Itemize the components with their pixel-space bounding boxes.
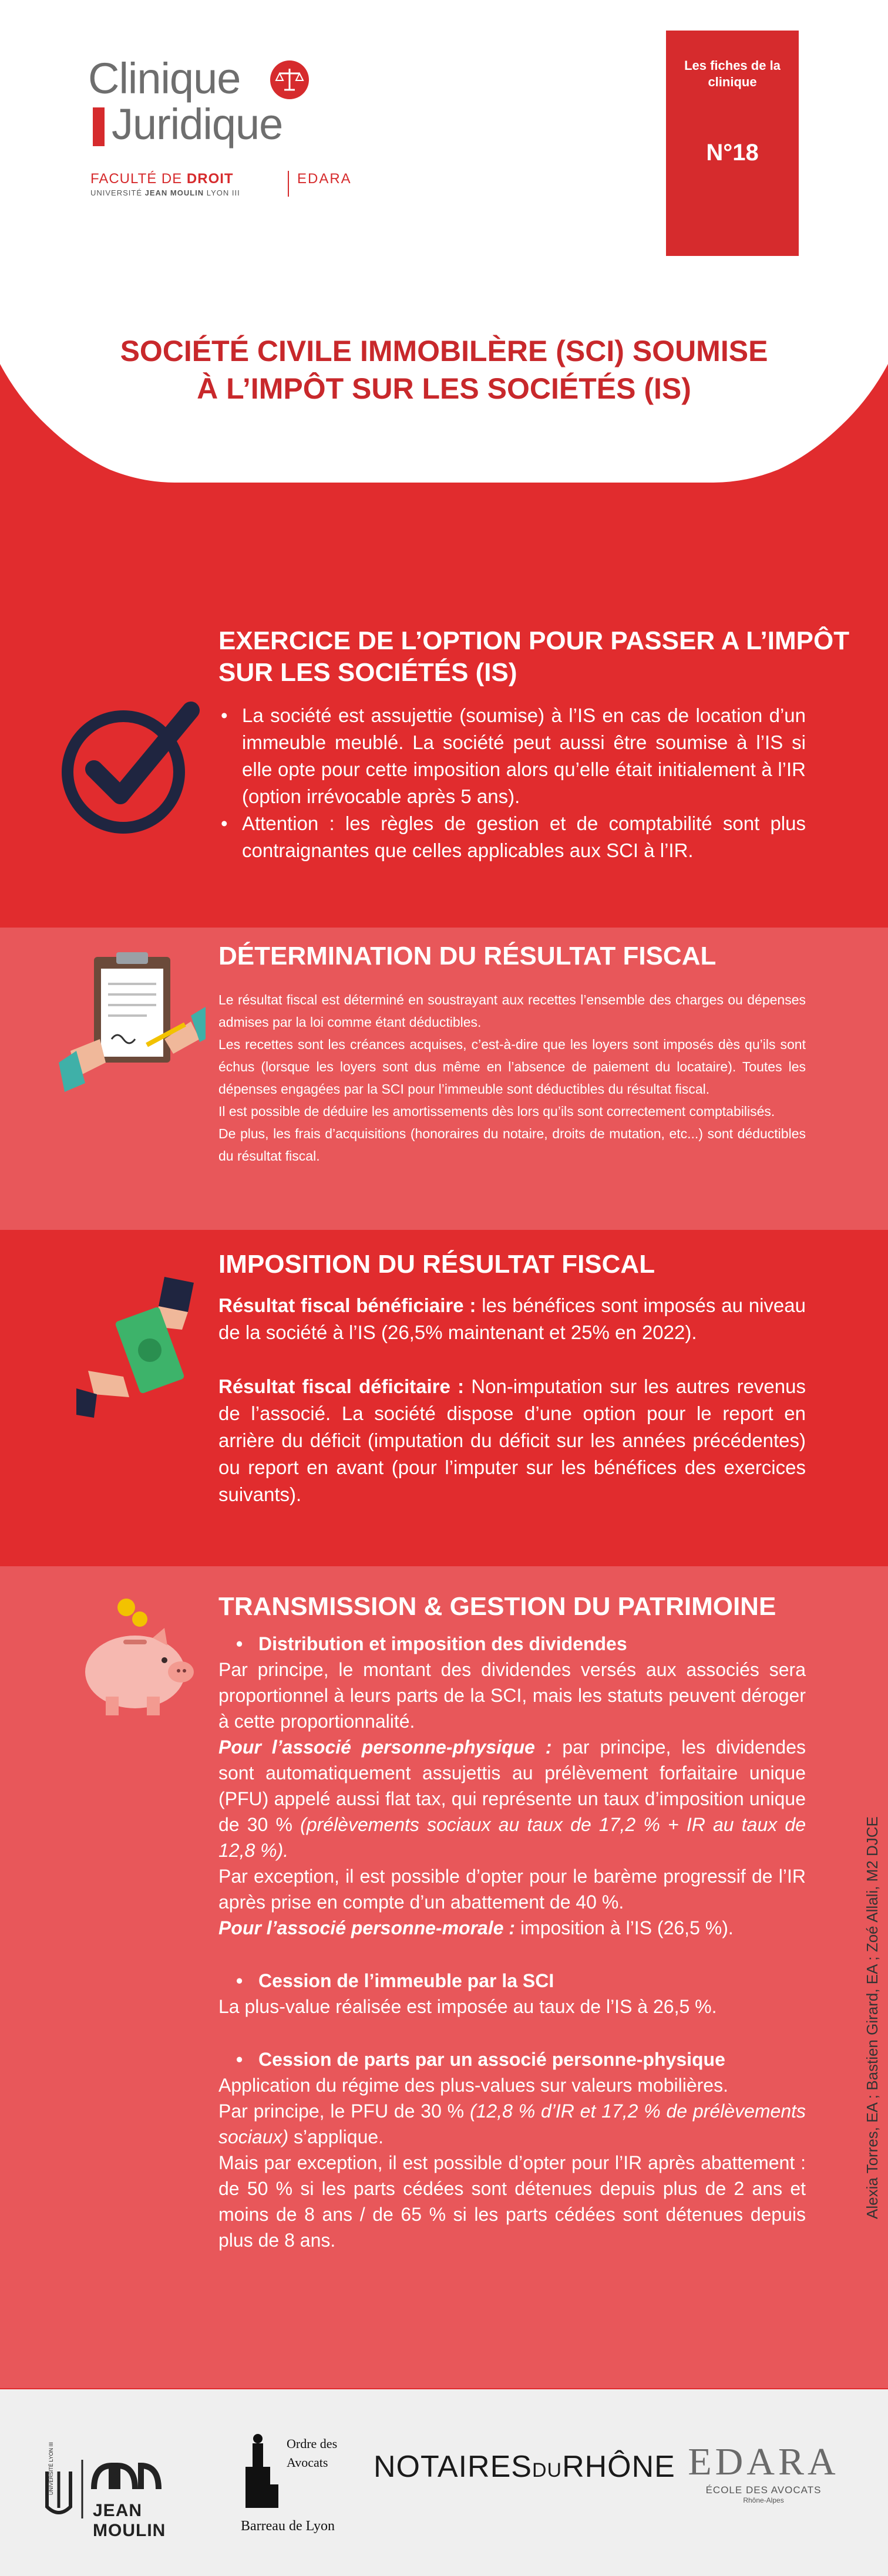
jean-moulin-logo [41, 2442, 217, 2540]
clinique-juridique-logo [88, 54, 352, 197]
section4-sub1-p3: Par exception, il est possible d’opter pour le barème progressif de l’IR après prise en compte d’un abattement de 40 %. [218, 1866, 806, 1913]
section3-p1-text: les bénéfices sont imposés au niveau de la société à l’IS (26,5% maintenant et 25% en 2022). [218, 1294, 806, 1343]
section3-title: IMPOSITION DU RÉSULTAT FISCAL [218, 1250, 655, 1279]
logo-edara: EDARA [297, 171, 352, 187]
section4-body [218, 1631, 806, 2253]
section2-body [218, 989, 806, 1167]
section3-paragraph-benefice [218, 1292, 806, 1346]
edara-sub: ÉCOLE DES AVOCATS [705, 2484, 822, 2496]
section3-p2-bold: Résultat fiscal déficitaire : [218, 1375, 465, 1397]
section4-sub3-p2-italic: (12,8 % d’IR et 17,2 % de prélèvements sociaux) [218, 2100, 806, 2147]
section3-body [218, 1292, 806, 1508]
section4-sub2-title: • Cession de l’immeuble par la SCI [218, 1968, 806, 1994]
fiche-badge [666, 31, 799, 256]
section4-sub1-p4-bi: Pour l’associé personne-morale : [218, 1917, 516, 1938]
logo-line2: Juridique [112, 100, 283, 149]
partner-logos [0, 2389, 888, 2576]
section3-paragraph-deficit [218, 1373, 806, 1508]
universite-bold: JEAN MOULIN [144, 188, 204, 197]
universite-suffix: LYON III [204, 188, 240, 197]
universite-label [90, 188, 240, 197]
edara-region: Rhône-Alpes [743, 2496, 784, 2504]
section1-bullets [218, 702, 806, 864]
section4-sub1-p2-italic: (prélèvements sociaux au taux de 17,2 % + IR au taux de 12,8 %). [218, 1814, 806, 1861]
notaires-c: RHÔNE [562, 2450, 675, 2484]
authors-credit: Alexia Torres, EA ; Bastien Girard, EA ; Zoé Allali, M2 DJCE [863, 1816, 881, 2219]
section4-sub3-p1: Application du régime des plus-values sur valeurs mobilières. [218, 2075, 728, 2096]
ordre-line1: Ordre des [287, 2436, 338, 2451]
section2-paragraph: Les recettes sont les créances acquises, c’est-à-dire que les loyers sont imposés dès qu’ils sont échus (lorsque les loyers sont dus même en l’absence de paiement du locataire). Toutes les dépenses engagées par la SCI pour l’immeuble sont déductibles du résultat fiscal. [218, 1037, 806, 1097]
notaires-a: NOTAIRES [374, 2450, 532, 2484]
section4-sub3-p3: Mais par exception, il est possible d’opter pour l’IR après abattement : de 50 % si les parts cédées sont détenues depuis plus de 2 ans et moins de 8 ans / de 65 % si les parts cédées sont détenues depuis plus de 8 ans. [218, 2152, 806, 2251]
section4-sub1-title: • Distribution et imposition des dividendes [218, 1631, 806, 1657]
section1-body [218, 702, 806, 864]
faculte-label [90, 171, 234, 187]
faculte-bold: DROIT [186, 171, 234, 187]
section4-sub1-p2-text: par principe, les dividendes sont automatiquement assujettis au prélèvement forfaitaire unique (PFU) appelé aussi flat tax, qui représente un taux d’imposition unique de 30 % [218, 1737, 806, 1835]
section4-sub1-p1: Par principe, le montant des dividendes versés aux associés sera proportionnel à leurs parts de la SCI, mais les statuts peuvent déroger à cette proportionnalité. [218, 1659, 806, 1732]
fiche-number: N°18 [706, 140, 759, 166]
section1-title: EXERCICE DE L’OPTION POUR PASSER A L’IMPÔT SUR LES SOCIÉTÉS (IS) [218, 626, 850, 687]
section4-sub1-p4 [218, 1915, 806, 1941]
piggy-bank-icon [70, 1596, 206, 1719]
ordre-line3: Barreau de Lyon [241, 2518, 335, 2534]
checkmark-icon [59, 699, 206, 834]
section4-sub1-p2 [218, 1734, 806, 1863]
section4-sub2-p1: La plus-value réalisée est imposée au taux de l’IS à 26,5 %. [218, 1996, 717, 2017]
fiche-label: Les fiches de la clinique [684, 58, 781, 89]
section2-paragraph: Il est possible de déduire les amortissements dès lors qu’ils sont correctement comptabilisés. [218, 1104, 775, 1119]
section1-bullet: • La société est assujettie (soumise) à l’IS en cas de location d’un immeuble meublé. La société peut aussi être soumise à l’IS si elle opte pour cette imposition alors qu’elle était initialement à l’IR (option irrévocable après 5 ans). [218, 702, 806, 810]
ordre-avocats-logo [241, 2432, 370, 2537]
section4-title: TRANSMISSION & GESTION DU PATRIMOINE [218, 1592, 776, 1621]
section1-bullet: • Attention : les règles de gestion et de comptabilité sont plus contraignantes que celles applicables aux SCI à l’IR. [218, 810, 806, 864]
section2-paragraph: Le résultat fiscal est déterminé en soustrayant aux recettes l’ensemble des charges ou dépenses admises par la loi comme étant déductibles. [218, 992, 806, 1030]
section3-p1-bold: Résultat fiscal bénéficiaire : [218, 1294, 476, 1316]
section4-sub3-title: • Cession de parts par un associé personne-physique [218, 2046, 806, 2072]
section4-sub1-p2-bi: Pour l’associé personne-physique : [218, 1737, 552, 1758]
section4-sub3-p2-end: s’applique. [288, 2126, 384, 2147]
notaires-rhone-logo [374, 2449, 675, 2484]
notaires-b: DU [532, 2459, 563, 2481]
logo-line1: Clinique [88, 54, 241, 103]
edara-name: EDARA [688, 2440, 839, 2483]
section4-sub1-p4-text: imposition à l’IS (26,5 %). [515, 1917, 734, 1938]
section2-title: DÉTERMINATION DU RÉSULTAT FISCAL [218, 942, 717, 970]
logo-divider [288, 171, 289, 197]
universite-prefix: UNIVERSITÉ [90, 188, 145, 197]
section-resultat-fiscal [0, 928, 888, 1230]
money-hands-icon [76, 1277, 206, 1418]
page-title: SOCIÉTÉ CIVILE IMMOBILÈRE (SCI) SOUMISE À L’IMPÔT SUR LES SOCIÉTÉS (IS) [120, 335, 768, 405]
section-option-is [0, 599, 888, 925]
lyon-name: JEAN MOULIN [93, 2501, 166, 2540]
section2-paragraph: De plus, les frais d’acquisitions (honoraires du notaire, droits de mutation, etc...) sont déductibles du résultat fiscal. [218, 1126, 806, 1164]
section4-sub3-p2-text: Par principe, le PFU de 30 % [218, 2100, 470, 2122]
ordre-line2: Avocats [287, 2455, 328, 2470]
section-imposition [0, 1236, 888, 1565]
section-transmission [0, 1566, 888, 2388]
section3-p2-text: Non-imputation sur les autres revenus de l’associé. La société dispose d’une option pour le report en arrière du déficit (imputation du déficit sur les années précédentes) ou report en avant (pour l’imputer sur les bénéfices des exercices suivants). [218, 1375, 806, 1505]
edara-logo [681, 2440, 846, 2504]
section4-sub3-p2 [218, 2098, 806, 2150]
faculte-prefix: FACULTÉ DE [90, 171, 187, 187]
clipboard-signature-icon [59, 951, 206, 1092]
logo-title [88, 56, 282, 147]
lyon-univ-label: UNIVERSITÉ LYON III [48, 2442, 55, 2496]
